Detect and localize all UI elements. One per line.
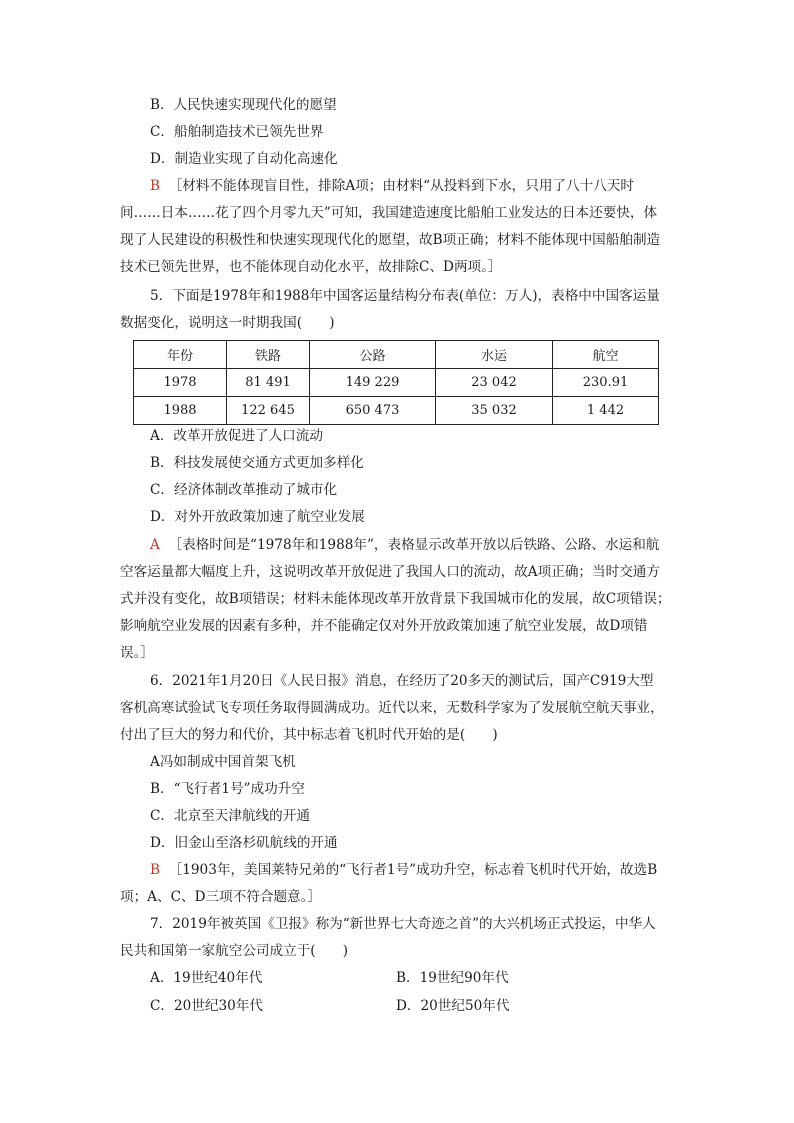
q7-stem-2: 民共和国第一家航空公司成立于( ) [120,943,349,959]
table-cell: 81 491 [227,369,310,397]
q6-stem-2: 客机高寒试验试飞专项任务取得圆满成功。近代以来，无数科学家为了发展航空航天事业， [120,700,664,716]
passenger-volume-table [133,340,659,425]
q4-answer-line-1 [150,176,634,196]
table-header: 公路 [310,341,436,369]
q4-option-c: C．船舶制造技术已领先世界 [150,124,324,140]
table-cell: 1988 [134,397,227,425]
table-cell: 1 442 [553,397,659,425]
table-row [134,369,659,397]
q5-explanation-5: 误。］ [120,645,154,661]
table-header: 铁路 [227,341,310,369]
q6-option-a: A冯如制成中国首架飞机 [150,754,296,770]
q4-explanation-4: 技术已领先世界，也不能体现自动化水平，故排除C、D两项。］ [120,259,502,275]
q5-explanation-4: 影响航空业发展的因素有多种，并不能确定仅对外开放政策加速了航空业发展，故D项错 [120,618,648,634]
q6-answer: B [150,862,160,878]
table-cell: 1978 [134,369,227,397]
table-row [134,397,659,425]
q5-option-b: B．科技发展使交通方式更加多样化 [150,455,364,471]
q5-stem-1: 5．下面是1978年和1988年中国客运量结构分布表(单位：万人)，表格中中国客运量 [150,288,660,304]
table-cell: 230.91 [553,369,659,397]
q5-explanation-2: 空客运量都大幅度上升，这说明改革开放促进了我国人口的流动，故A项正确；当时交通方 [120,564,660,580]
q4-option-b: B．人民快速实现现代化的愿望 [150,97,337,113]
table-cell: 23 042 [436,369,553,397]
table-cell: 149 229 [310,369,436,397]
q5-option-a: A．改革开放促进了人口流动 [150,428,323,444]
table-header: 年份 [134,341,227,369]
q5-answer-line-1 [150,535,659,555]
q6-option-c: C．北京至天津航线的开通 [150,808,310,824]
q4-answer: B [150,178,160,194]
q6-answer-line-1 [150,860,657,880]
table-header: 水运 [436,341,553,369]
q5-explanation-3: 式并没有变化，故B项错误；材料未能体现改革开放背景下我国城市化的发展，故C项错误； [120,591,671,607]
q6-stem-1: 6．2021年1月20日《人民日报》消息，在经历了20多天的测试后，国产C919大型 [150,673,654,689]
q4-explanation-3: 现了人民建设的积极性和快速实现现代化的愿望，故B项正确；材料不能体现中国船舶制造 [120,232,661,248]
table-header-row [134,341,659,369]
q4-explanation-1: ［材料不能体现盲目性，排除A项；由材料“从投料到下水，只用了八十八天时 [168,178,635,194]
q4-explanation-2: 间……日本……花了四个月零九天”可知，我国建造速度比船舶工业发达的日本还要快，体 [120,205,658,221]
q5-stem-2: 数据变化，说明这一时期我国( ) [120,315,335,331]
q6-option-b: B．“飞行者1号”成功升空 [150,781,305,797]
table-cell: 650 473 [310,397,436,425]
q6-explanation-2: 项；A、C、D三项不符合题意。］ [120,889,322,905]
q4-option-d: D．制造业实现了自动化高速化 [150,151,338,167]
q5-answer: A [150,537,160,553]
q6-stem-3: 付出了巨大的努力和代价，其中标志着飞机时代开始的是( ) [120,727,498,743]
table-cell: 35 032 [436,397,553,425]
q7-stem-1: 7．2019年被英国《卫报》称为“新世界七大奇迹之首”的大兴机场正式投运，中华人 [150,916,656,932]
table-cell: 122 645 [227,397,310,425]
q5-explanation-1: ［表格时间是“1978年和1988年”，表格显示改革开放以后铁路、公路、水运和航 [168,537,660,553]
q7-option-b: B．19世纪90年代 [396,970,509,986]
table-header: 航空 [553,341,659,369]
q5-option-d: D．对外开放政策加速了航空业发展 [150,509,365,525]
q7-option-a: A．19世纪40年代 [150,970,263,986]
q6-option-d: D．旧金山至洛杉矶航线的开通 [150,835,338,851]
q5-option-c: C．经济体制改革推动了城市化 [150,482,338,498]
q7-option-c: C．20世纪30年代 [150,998,263,1014]
q6-explanation-1: ［1903年，美国莱特兄弟的“飞行者1号”成功升空，标志着飞机时代开始，故选B [168,862,658,878]
q7-option-d: D．20世纪50年代 [396,998,510,1014]
